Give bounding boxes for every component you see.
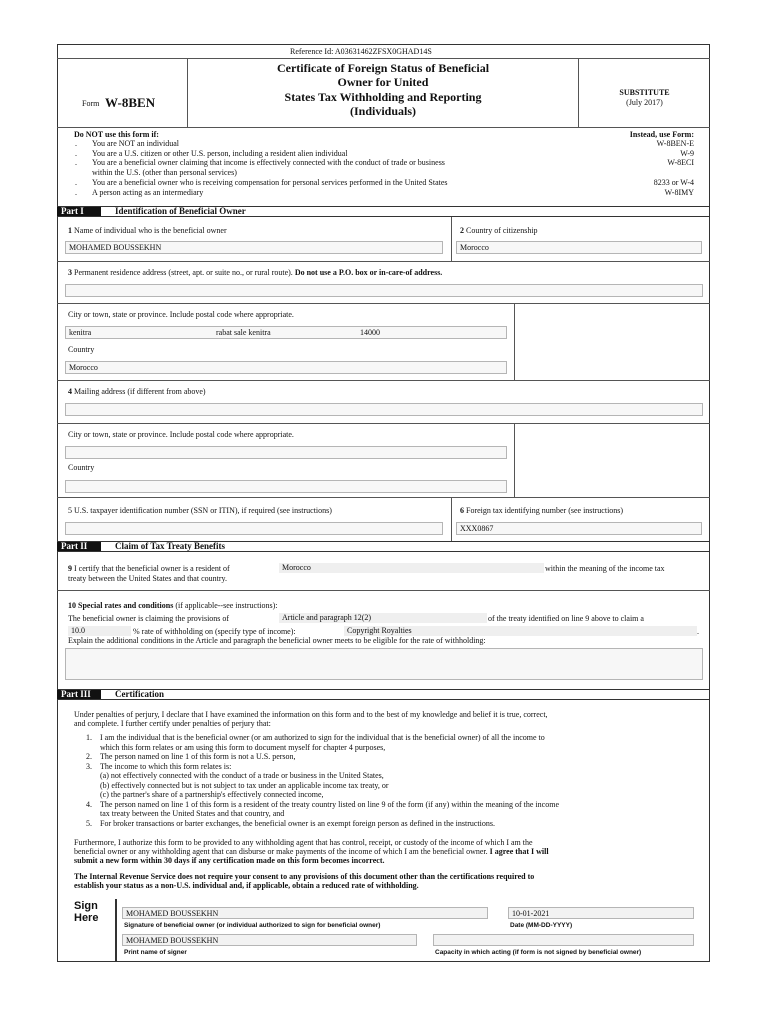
q9-after: within the meaning of the income tax <box>545 564 665 573</box>
mailing-address-field[interactable] <box>65 403 703 416</box>
us-tin-field[interactable] <box>65 522 443 535</box>
certification-item: which this form relates or am using this form to document myself for chapter 4 purposes, <box>100 742 386 752</box>
conditions-field[interactable] <box>65 648 703 680</box>
q10-line1-after: of the treaty identified on line 9 above to claim a <box>488 614 644 623</box>
divider <box>57 590 710 591</box>
q4-label: 4 Mailing address (if different from above) <box>68 387 206 396</box>
form-date: (July 2017) <box>626 98 663 107</box>
country-label: Country <box>68 345 95 354</box>
capacity-field[interactable] <box>433 934 694 946</box>
here-label: Here <box>74 912 99 924</box>
q2-label: 2 Country of citizenship <box>460 226 538 235</box>
do-not-use-bullet: . <box>75 139 77 148</box>
part1-label: Part I <box>57 207 101 216</box>
do-not-use-heading: Do NOT use this form if: <box>74 130 159 139</box>
alternate-form: 8233 or W-4 <box>653 177 694 187</box>
q9-text: 9 I certify that the beneficial owner is a resident of <box>68 564 230 573</box>
part1-title: Identification of Beneficial Owner <box>115 206 246 216</box>
signature-caption: Signature of beneficial owner (or individual authorized to sign for beneficial owner) <box>124 922 381 929</box>
certification-number: 3. <box>86 761 92 771</box>
signature-field[interactable]: MOHAMED BOUSSEKHN <box>122 907 488 919</box>
form-title-line3: States Tax Withholding and Reporting <box>284 90 482 104</box>
divider <box>451 497 452 541</box>
part2-label: Part II <box>57 542 101 551</box>
divider <box>57 423 710 424</box>
alternate-form: W-8IMY <box>664 187 694 197</box>
part3-label: Part III <box>57 690 101 699</box>
city-value-town: kenitra <box>69 328 92 337</box>
certification-number: 1. <box>86 733 92 742</box>
alternate-form: W-8ECI <box>667 158 694 168</box>
mailing-country-field[interactable] <box>65 480 507 493</box>
divider <box>514 423 515 497</box>
do-not-use-bullet: . <box>75 187 77 197</box>
certification-item: I am the individual that is the beneficial owner (or am authorized to sign for the individual that is the beneficial owner) of all the income to <box>100 733 545 742</box>
reference-id: Reference Id: A03631462ZFSX0GHAD14S <box>290 47 432 56</box>
form-title-line2: Owner for United <box>337 75 429 89</box>
part2-bar <box>57 541 710 552</box>
instead-heading: Instead, use Form: <box>629 130 694 139</box>
q10-period: . <box>697 627 699 636</box>
divider <box>57 497 710 498</box>
part1-bar <box>57 206 710 217</box>
do-not-use-item: You are a beneficial owner claiming that income is effectively connected with the conduct of trade or business <box>92 158 445 168</box>
q10-heading: 10 Special rates and conditions (if applicable--see instructions): <box>68 601 278 610</box>
q10-explain: Explain the additional conditions in the Article and paragraph the beneficial owner meets to be eligible for the rate of withholding: <box>68 636 486 645</box>
withholding-rate-field[interactable]: 10.0 <box>68 626 131 636</box>
form-title-line4: (Individuals) <box>349 104 417 118</box>
form-name: W-8BEN <box>105 95 156 110</box>
do-not-use-item: You are a beneficial owner who is receiving compensation for personal services performed in the United States <box>92 177 448 187</box>
divider <box>451 217 452 261</box>
divider <box>57 127 710 128</box>
do-not-use-bullet: . <box>75 158 77 168</box>
treaty-country-field[interactable]: Morocco <box>279 563 544 573</box>
q6-label: 6 Foreign tax identifying number (see instructions) <box>460 506 624 515</box>
foreign-tin-field[interactable]: XXX0867 <box>456 522 702 535</box>
part2-title: Claim of Tax Treaty Benefits <box>115 541 225 551</box>
city-value-province: rabat sale kenitra <box>216 328 271 337</box>
city-label: City or town, state or province. Include postal code where appropriate. <box>68 310 294 319</box>
residence-address-field[interactable] <box>65 284 703 297</box>
do-not-use-item: within the U.S. (other than personal services) <box>92 168 237 178</box>
q10-line1: The beneficial owner is claiming the provisions of <box>68 614 230 623</box>
mailing-city-field[interactable] <box>65 446 507 459</box>
part3-title: Certification <box>115 689 164 699</box>
divider <box>57 58 710 59</box>
q9-line2: treaty between the United States and that country. <box>68 574 227 583</box>
print-name-caption: Print name of signer <box>124 949 187 956</box>
further-line2: beneficial owner or any withholding agent that can disburse or make payments of the income of which I am the beneficial owner. I agree that I will <box>74 847 549 856</box>
do-not-use-item: You are NOT an individual <box>92 139 180 148</box>
income-type-field[interactable]: Copyright Royalties <box>344 626 697 636</box>
city2-label: City or town, state or province. Include postal code where appropriate. <box>68 430 294 439</box>
certification-number: 4. <box>86 799 92 809</box>
alternate-form: W-8BEN-E <box>656 139 694 148</box>
irs-line2: establish your status as a non-U.S. individual and, if applicable, obtain a reduced rate of withholding. <box>74 881 419 890</box>
certification-item: tax treaty between the United States and that country, and <box>100 809 285 818</box>
sign-label: Sign <box>74 900 98 912</box>
substitute-label: SUBSTITUTE <box>619 88 670 97</box>
country2-label: Country <box>68 463 95 472</box>
certification-item: (a) not effectively connected with the conduct of a trade or business in the United States, <box>100 771 384 780</box>
further-line3: submit a new form within 30 days if any certification made on this form becomes incorrect. <box>74 856 385 865</box>
form-prefix: Form <box>82 99 100 108</box>
certification-number: 2. <box>86 752 92 761</box>
further-line1: Furthermore, I authorize this form to be provided to any withholding agent that has control, receipt, or custody of the income of which I am the <box>74 838 533 847</box>
capacity-caption: Capacity in which acting (if form is not signed by beneficial owner) <box>435 949 642 956</box>
divider <box>57 303 710 304</box>
certification-item: The income to which this form relates is: <box>100 761 232 771</box>
irs-line1: The Internal Revenue Service does not require your consent to any provisions of this document other than the certifications required to <box>74 872 535 881</box>
certification-item: (b) effectively connected but is not subject to tax under an applicable income tax treaty, or <box>100 780 389 790</box>
country-of-citizenship-field[interactable]: Morocco <box>456 241 702 254</box>
certification-item: For broker transactions or barter exchanges, the beneficial owner is an exempt foreign person as defined in the instructions. <box>100 818 495 828</box>
city-value-postal: 14000 <box>360 328 380 337</box>
sign-divider <box>115 899 117 961</box>
divider <box>57 380 710 381</box>
q3-label: 3 Permanent residence address (street, apt. or suite no., or rural route). Do not use a P.O. box or in-care-of address. <box>68 268 443 277</box>
certification-number: 5. <box>86 818 92 828</box>
divider <box>514 303 515 380</box>
do-not-use-bullet: . <box>75 148 77 158</box>
treaty-article-field[interactable]: Article and paragraph 12(2) <box>279 613 487 623</box>
country-field[interactable]: Morocco <box>65 361 507 374</box>
part3-bar <box>57 689 710 700</box>
certification-item: The person named on line 1 of this form is a resident of the treaty country listed on line 9 of the form (if any) within the meaning of the income <box>100 799 559 809</box>
do-not-use-bullet: . <box>75 177 77 187</box>
divider <box>57 261 710 262</box>
cert-intro-line2: and complete. I further certify under penalties of perjury that: <box>74 719 271 728</box>
do-not-use-item: You are a U.S. citizen or other U.S. person, including a resident alien individual <box>92 148 348 158</box>
q10-rate-text: % rate of withholding on (specify type of income): <box>133 627 296 636</box>
city-field[interactable] <box>65 326 507 339</box>
cert-intro-line1: Under penalties of perjury, I declare that I have examined the information on this form and to the best of my knowledge and belief it is true, correct, <box>74 710 548 719</box>
do-not-use-item: A person acting as an intermediary <box>92 187 204 197</box>
form-title-line1: Certificate of Foreign Status of Beneficial <box>276 61 490 75</box>
certification-item: The person named on line 1 of this form is not a U.S. person, <box>100 752 296 761</box>
date-field[interactable]: 10-01-2021 <box>508 907 694 919</box>
certification-item: (c) the partner's share of a partnership's effectively connected income, <box>100 790 324 799</box>
date-caption: Date (MM-DD-YYYY) <box>510 922 573 929</box>
name-field[interactable]: MOHAMED BOUSSEKHN <box>65 241 443 254</box>
q5-label: 5 U.S. taxpayer identification number (SSN or ITIN), if required (see instructions) <box>68 506 332 515</box>
print-name-field[interactable]: MOHAMED BOUSSEKHN <box>122 934 417 946</box>
alternate-form: W-9 <box>680 148 694 158</box>
q1-label: 1 Name of individual who is the beneficial owner <box>68 226 227 235</box>
